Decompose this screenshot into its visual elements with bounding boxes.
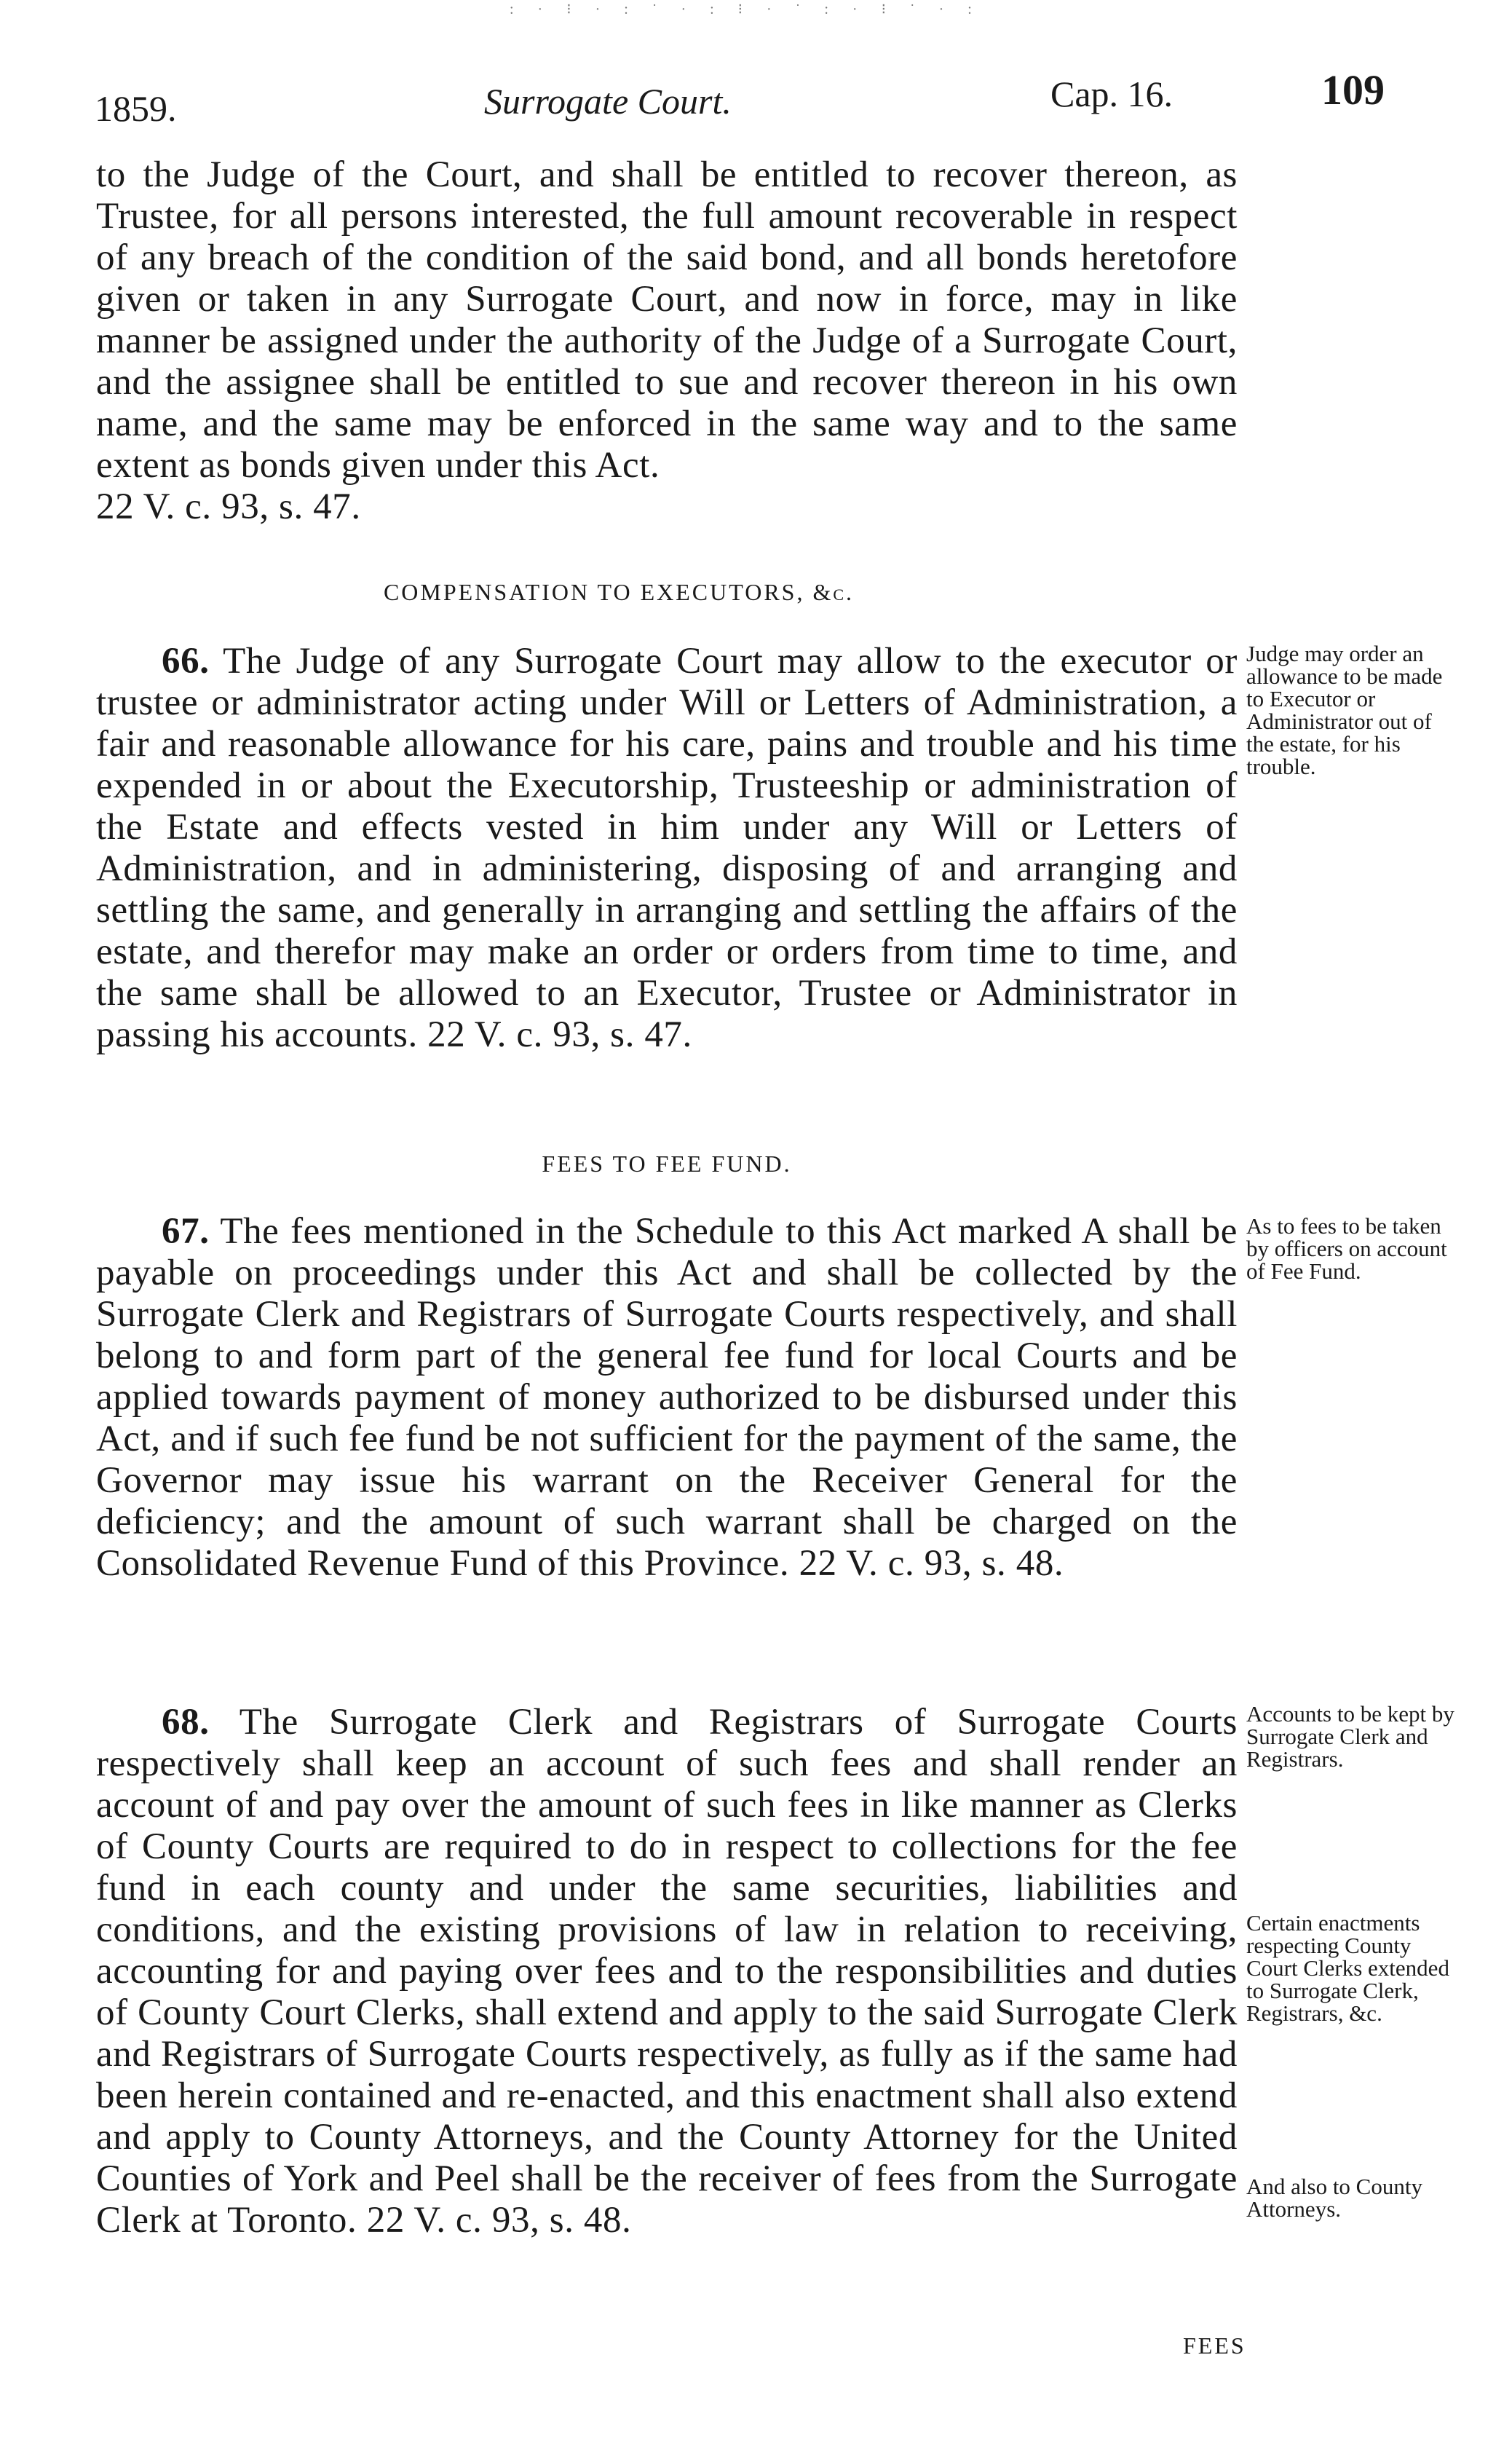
catchword: FEES	[1183, 2332, 1246, 2359]
marginal-note-67: As to fees to be taken by officers on account of Fee Fund.	[1246, 1213, 1447, 1284]
section-66-number: 66.	[162, 641, 210, 682]
header-year: 1859.	[95, 88, 177, 129]
section-68-text: The Surrogate Clerk and Registrars of Surrogate Courts respectively shall keep an account of such fees and shall render an account of and pay over the amount of such fees in like manner as Clerks of County Courts are required to do in respect to collections for the fee fund in each county and under the same securities, liabilities and conditions, and the existing provisions of law in relation to receiving, accounting for and paying over fees and to the responsibilities and duties of County Court Clerks, shall extend and apply to the said Surrogate Clerk and Registrars of Surrogate Courts respectively, as fully as if the same had been herein contained and re-enacted, and this enactment shall also extend and apply to County Attorneys, and the County Attorney for the United Counties of York and Peel shall be the receiver of fees from the Surrogate Clerk at Toronto.	[96, 1702, 1238, 2241]
section-68	[96, 1702, 1238, 2241]
section-67-number: 67.	[162, 1211, 210, 1252]
continuation-citation: 22 V. c. 93, s. 47.	[96, 486, 361, 527]
marginal-note-68a: Accounts to be kept by Surrogate Clerk and Registrars.	[1246, 1701, 1454, 1772]
heading-fees: FEES TO FEE FUND.	[542, 1151, 792, 1177]
section-68-number: 68.	[162, 1702, 210, 1743]
header-title: Surrogate Court.	[484, 81, 732, 122]
section-66	[96, 641, 1238, 1056]
heading-compensation: COMPENSATION TO EXECUTORS, &c.	[383, 579, 855, 605]
section-67	[96, 1211, 1238, 1585]
section-68-citation: 22 V. c. 93, s. 48.	[366, 2200, 632, 2241]
header-chapter: Cap. 16.	[1050, 74, 1173, 114]
section-67-paragraph	[96, 1211, 1238, 1585]
section-67-citation: 22 V. c. 93, s. 48.	[799, 1543, 1064, 1584]
marginal-note-68c: And also to County Attorneys.	[1246, 2174, 1422, 2222]
section-67-text: The fees mentioned in the Schedule to this Act marked A shall be payable on proceedings under this Act and shall be collected by the Surrogate Clerk and Registrars of Surrogate Courts respectively, and shall belong to and form part of the general fee fund for local Courts and be applied towards payment of money authorized to be disbursed under this Act, and if such fee fund be not sufficient for the payment of the same, the Governor may issue his warrant on the Receiver General for the deficiency; and the amount of such warrant shall be charged on the Consolidated Revenue Fund of this Province.	[96, 1211, 1238, 1584]
continuation-paragraph	[96, 154, 1238, 528]
section-66-text: The Judge of any Surrogate Court may allow to the executor or trustee or administrator acting under Will or Letters of Administration, a fair and reasonable allowance for his care, pains and trouble and his time expended in or about the Executorship, Trusteeship or administration of the Estate and effects vested in him under any Will or Letters of Administration, and in administering, disposing of and arranging and settling the same, and generally in arranging and settling the affairs of the estate, and therefor may make an order or orders from time to time, and the same shall be allowed to an Executor, Trustee or Administrator in passing his accounts.	[96, 641, 1238, 1055]
marginal-note-66: Judge may order an allowance to be made to Executor or Administrator out of the estate, for his trouble.	[1246, 641, 1443, 779]
running-head	[95, 58, 1478, 129]
continuation-block	[96, 154, 1238, 528]
continuation-text: to the Judge of the Court, and shall be entitled to recover thereon, as Trustee, for all persons interested, the full amount recoverable in respect of any breach of the condition of the said bond, and all bonds heretofore given or taken in any Surrogate Court, and now in force, may in like manner be assigned under the authority of the Judge of a Surrogate Court, and the assignee shall be entitled to sue and recover thereon in his own name, and the same may be enforced in the same way and to the same extent as bonds given under this Act.	[96, 154, 1238, 486]
section-66-paragraph	[96, 641, 1238, 1056]
section-66-citation: 22 V. c. 93, s. 47.	[427, 1014, 692, 1055]
section-68-paragraph	[96, 1702, 1238, 2241]
page-number: 109	[1321, 66, 1385, 114]
marginal-note-68b: Certain enactments respecting County Court Clerks extended to Surrogate Clerk, Registrars, &c.	[1246, 1910, 1449, 2026]
print-specks: : · ⁝ · : ˙ · : ⁝ · ˙ : · ⁝ ˙ · :	[510, 1, 982, 17]
